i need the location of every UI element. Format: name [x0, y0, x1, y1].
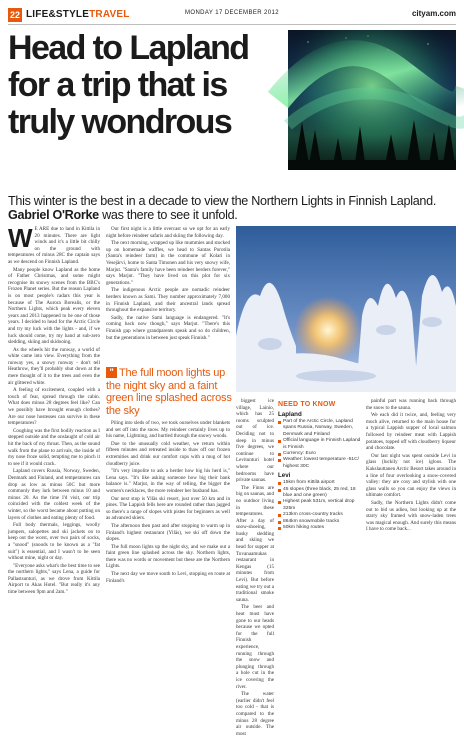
body-paragraph: Sadly, the native Sami language is endangered. "It's coming back now though," says Marjut. "There's this Finnish gap where grandparents speak and so do children, but the generations in between just speak Finnish."	[106, 314, 230, 341]
box-item: 864km snowmobile tracks	[278, 519, 362, 525]
headline-line-1: Head to Lapland	[8, 29, 249, 67]
box-item: 213km cross-country tracks	[278, 512, 362, 518]
body-column-3	[236, 398, 274, 737]
body-paragraph: The next morning, wrapped up like mummies and stocked up on homemade waffles, we head to Santas Porotila (Santa's reindeer farm) in the commune of Kolari in Vesejärvi, home to Santa Timonen and his very snowy wife, Marjut. "Santa's family have been reindeer herders forever," says Marjut. "They have lived on this plot for six generations."	[106, 240, 230, 286]
box-item: Highest peak 531m, vertical drop 325m	[278, 499, 362, 512]
need-to-know-box	[278, 401, 362, 532]
issue-date: MONDAY 17 DECEMBER 2012	[184, 10, 279, 16]
aurora-photo	[288, 30, 456, 170]
box-item: 50km hiking routes	[278, 525, 362, 531]
body-paragraph: Full body thermals, leggings, woolly jumpers, salopettes and ski jackets on to keep out the worst, over two pairs of socks, a "snood" (snoods to be known as a "fat suit") is essential, and I wasn't to be seen without mine, night or day.	[8, 522, 100, 562]
body-paragraph: "Everyone asks what's the best time to see the northern lights," says Lena, a guide for Pallastsunturi, as we drove from Kittila Airport to Akas Hotel. "But really it's any time between 9pm and 2am."	[8, 562, 100, 596]
drop-cap: W	[8, 223, 33, 253]
headline	[8, 30, 278, 141]
body-column-4	[366, 398, 456, 596]
body-paragraph: Our last night was spent outside Levi in glass (luckily not ice) igloos. The Kakslauttanen Arctic Resort takes around in a line of four overlooking a snow-covered valley: they are cosy and stylish with one glass walls so you can enjoy the views in ultimate comfort.	[366, 452, 456, 499]
body-paragraph: The afternoon then past and after stopping to warm up in Finland's highest restaurant (Ylläs), we ski off down the slopes.	[106, 522, 230, 543]
body-paragraph: "It's very impolite to ask a herder how big his herd is," Lena says. "It's like asking someone how big their bank balance is." Marjut, in the way of telling, the bigger the women's necklaces, the more reindeer her husband has.	[106, 468, 230, 494]
site-name: cityam.com	[411, 9, 456, 18]
body-column-1	[8, 223, 100, 596]
page-header	[8, 8, 456, 22]
box-item: Weather: lowest temperature -51C/ highest 30C	[278, 457, 362, 470]
author-name: Gabriel O'Rorke	[8, 208, 99, 222]
box-item: 15km from Kittilä airport	[278, 480, 362, 486]
snowy-trees-photo	[236, 226, 456, 392]
snowy-trees-illustration	[236, 226, 456, 392]
body-paragraph: W E ARE due to land in Kittila in 20 minutes. There are light winds and it's a little bit chilly on the ground with temperatures of minus 28C the captain says as we descend on Finnish Lapland.	[8, 223, 100, 265]
header-rule	[8, 24, 456, 25]
body-paragraph: The next day we move south to Levi, stopping en route at Finland's	[106, 571, 230, 584]
body-paragraph: Our first night is a little overcast so we opt for an early night before reindeer safaris and skiing the following day.	[106, 226, 230, 239]
section-accent: TRAVEL	[89, 9, 130, 20]
body-paragraph: Piling into sleds of two, we took ourselves under blankets and set off into the snow. My reindeer certainly lives up to his name, Lightning, and hurtled through the snowy woods.	[106, 420, 230, 440]
box-title: NEED TO KNOW	[278, 401, 336, 408]
byline	[8, 208, 454, 222]
body-paragraph: As the wheels hit the runway, a world of white came into view. Everything from the runway yes, a snowy runway - don't tell Heathrow, they'll probably shut down at the mere thought of it to the trees and even the air glittered white.	[8, 346, 100, 386]
headline-line-2: for a trip that is	[8, 66, 227, 104]
body-paragraph: Many people know Lapland as the home of Father Christmas, and some might recognise its snowy scenes from the BBC's Frozen Planet series. But the reason Lapland is on most people's radars this year is because of The Aurora Borealis, or the Northern Lights, which peak every eleven years and 2013 happened to be one of those years. I decided to head for the Arctic Circle and try my luck with the lights - and, if we luck should come, try my hand at sub-zero sledding, skiing and skidooing.	[8, 266, 100, 346]
box-heading-lapland: Lapland	[278, 411, 302, 418]
box-heading-levi: Levi	[278, 472, 291, 480]
body-paragraph: Coughing was the first bodily reaction as I stepped outside and the onslaught of cold air hit the back of my throat. Then, as the sound walk from the plane to arrivals, the inside of my nose froze solid, tempting me to pinch it to see if it would crack.	[8, 427, 100, 467]
body-paragraph: Lapland covers Russia, Norway, Sweden, Denmark and Finland, and temperatures can drop as low as minus 50C but more commonly they lurk between minus 10 and minus 20. As the time I'd visit, our trip coincided with the coldest week of the winter, so the worst became about putting on layers of clothes and eating plenty of food.	[8, 468, 100, 521]
body-paragraph: Sadly, the Northern Lights didn't come out to bid us adieu, but looking up at the starry sky framed with snow-laden trees was magical enough. And surely this means I have to come back...	[366, 499, 456, 533]
pull-quote-text: The full moon lights up the night sky and a faint green line splashed across the sky	[106, 367, 232, 417]
section-main: LIFE&STYLE	[26, 9, 90, 20]
byline-suffix: was there to see it unfold.	[98, 208, 238, 222]
body-paragraph: The full moon lights up the night sky, and we make out a faint green line splashed across the sky. Northern lights, there was no words or movement but these are the Northern Lights.	[106, 543, 230, 570]
body-paragraph: A feeling of excitement, coupled with a touch of fear, spread through the cabin. What does minus 28 degrees feel like? Can we possibly have brought enough clothes? Are our nose hostesses can survive in these temperatures?	[8, 387, 100, 427]
box-item: Currency: Euro	[278, 451, 362, 457]
body-paragraph: painful part was running back through the snow to the sauna.	[366, 398, 456, 411]
body-column-2-bottom	[106, 420, 230, 596]
body-paragraph: biggest ice village, Lainio, which has 25 rooms sculpted out of ice. Deciding not to sleep in minus five degrees, we continue to Levitunturi hotel where our bedrooms have private saunas.	[236, 398, 274, 484]
headline-line-3: truly wondrous	[8, 103, 232, 141]
body-paragraph: We each did it twice, and, feeling very much alive, returned to the main house for a typical Lappish supper of local salmon followed by reindeer meat with Lappish potatoes, topped off with cloudberry liqueur and chocolate.	[366, 412, 456, 452]
quote-mark-icon: "	[106, 367, 117, 378]
body-paragraph: The beer and heat must have gone to our heads because we opted for the full Finnish experience, running through the snow and plunging through a hole cut in the ice covering the river.	[236, 604, 274, 690]
body-paragraph: Our next stop is Ylläs ski resort, just over 50 km and in pines. The Lappish fells here are rounded rather than jagged so there's a range of slopes with pistes for beginners as well as advanced skiers.	[106, 495, 230, 522]
body-paragraph: The indigenous Arctic people are nomadic reindeer herders known as Sami. They number approximately 7,000 in Finnish Lapland, and their ancestral lands spread throughout the expansive territory.	[106, 287, 230, 314]
body-paragraph: The Finns are big on saunas, and no outdoor living in these temperatures. After a day of snow-shoeing, husky sledding and skiing we head for supper at Tuvanaamukas restaurant in Kengas (15 minutes from Levi). But before eating we try out a traditional smoke sauna.	[236, 484, 274, 603]
standfirst: This winter is the best in a decade to view the Northern Lights in Finnish Lapland.	[8, 194, 437, 208]
body-paragraph: Due to the unusually cold weather, we return within fifteen minutes and retreated inside to thaw off our frozen extremities and drink our comfort cups with a mug of hot cloudberry juice.	[106, 440, 230, 467]
box-item: Part of the Arctic Circle, Lapland spans Russia, Norway, Sweden, Denmark and Finland	[278, 419, 362, 438]
box-item: Official language in Finnish Lapland is Finnish	[278, 438, 362, 451]
pull-quote	[106, 367, 234, 417]
body-paragraph: The water (earlier didn't feel too cold - that is compared to the minus 28 degree air outside. The most	[236, 691, 274, 737]
page-number: 22	[9, 10, 20, 20]
aurora-photo-illustration	[288, 30, 456, 170]
body-column-2-top	[106, 226, 230, 364]
box-item: 45 slopes (three black, 25 red, 18 blue and one green)	[278, 487, 362, 500]
